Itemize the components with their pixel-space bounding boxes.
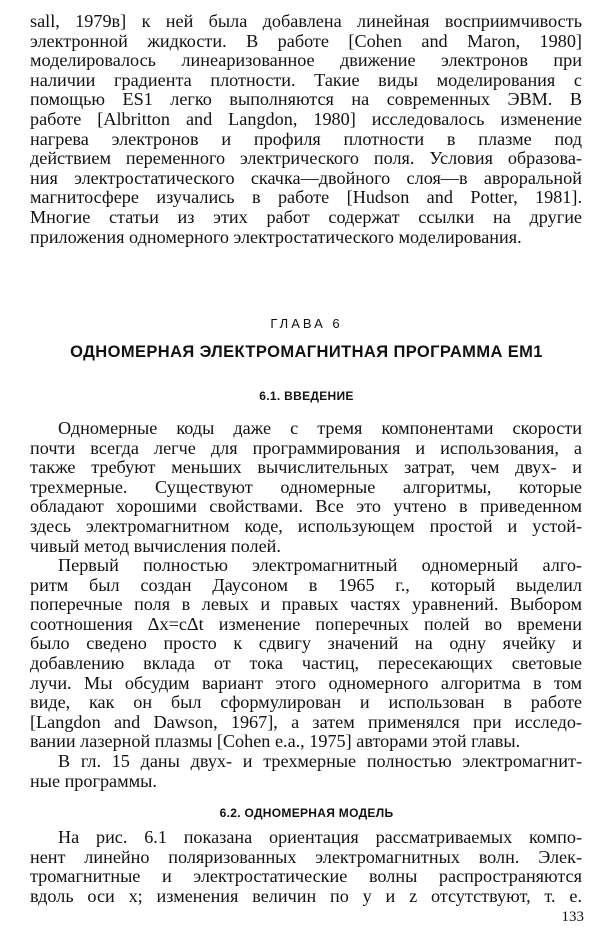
text-line: Одномерные коды даже с тремя компонентами скорости — [58, 419, 582, 438]
text-line: моделировалось линеаризованное движение электронов при — [30, 51, 582, 71]
text-line: почти всегда легче для программирования и использования, а — [30, 438, 582, 458]
section-2-paragraph-1 — [30, 828, 582, 906]
text-line: электронной жидкости. В работе [Cohen and Maron, 1980] — [30, 31, 582, 51]
text-line: помощью ES1 легко выполняются на современных ЭВМ. В — [30, 90, 582, 110]
page-number: 133 — [561, 909, 584, 925]
text-line: ритм был создан Даусоном в 1965 г., который выделил — [30, 575, 582, 595]
section-1-paragraph-1 — [30, 419, 582, 556]
text-line: работе [Albritton and Langdon, 1980] исследовалось изменение — [30, 109, 582, 129]
text-line: действием переменного электрического поля. Условия образова- — [30, 149, 582, 169]
section-heading-introduction: 6.1. ВВЕДЕНИЕ — [259, 389, 354, 403]
text-line: вании лазерной плазмы [Cohen e.a., 1975] авторами этой главы. — [30, 732, 521, 752]
text-line: В гл. 15 даны двух- и трехмерные полностью электромагнит- — [58, 752, 582, 771]
text-line: нагрева электронов и профиля плотности в плазме под — [30, 129, 582, 149]
text-line: sall, 1979в] к ней была добавлена линейная восприимчивость — [30, 12, 582, 31]
text-line: обладают хорошими свойствами. Все это учтено в приведенном — [30, 497, 582, 517]
chapter-title: ОДНОМЕРНАЯ ЭЛЕКТРОМАГНИТНАЯ ПРОГРАММА EM1 — [70, 343, 543, 361]
text-line: виде, как он был сформулирован и использован в работе — [30, 693, 582, 713]
text-line: поперечные поля в левых и правых частях уравнений. Выбором — [30, 595, 582, 615]
text-line: тромагнитные и электростатические волны распространяются — [30, 867, 582, 887]
text-line: На рис. 6.1 показана ориентация рассматриваемых компо- — [58, 828, 582, 847]
section-1-paragraph-2 — [30, 556, 582, 752]
text-line: соотношения Δx=cΔt изменение поперечных полей во времени — [30, 614, 582, 634]
text-line: добавлению вклада от тока частиц, пересекающих световые — [30, 653, 582, 673]
text-line: нент линейно поляризованных электромагнитных волн. Элек- — [30, 847, 582, 867]
text-line: здесь электромагнитном коде, использующем простой и устой- — [30, 516, 582, 536]
text-line: Первый полностью электромагнитный одномерный алго- — [58, 556, 582, 575]
section-heading-model: 6.2. ОДНОМЕРНАЯ МОДЕЛЬ — [219, 806, 394, 820]
text-line: наличии градиента плотности. Такие виды моделирования с — [30, 70, 582, 90]
text-line: было сведено просто к сдвигу значений на одну ячейку и — [30, 634, 582, 654]
text-line: лучи. Мы обсудим вариант этого одномерного алгоритма в том — [30, 673, 582, 693]
text-line: [Langdon and Dawson, 1967], а затем применялся при исследо- — [30, 712, 582, 732]
text-line: ные программы. — [30, 771, 157, 791]
text-line: трехмерные. Существуют одномерные алгоритмы, которые — [30, 477, 582, 497]
text-line: Многие статьи из этих работ содержат ссылки на другие — [30, 207, 582, 227]
section-1-paragraph-3 — [30, 752, 582, 791]
text-line: магнитосфере изучались в работе [Hudson and Potter, 1981]. — [30, 188, 582, 208]
chapter-label: ГЛАВА 6 — [270, 316, 343, 331]
text-line: чивый метод вычисления полей. — [30, 536, 281, 556]
text-line: приложения одномерного электростатического моделирования. — [30, 227, 522, 247]
top-paragraph — [30, 12, 582, 247]
text-line: вдоль оси x; изменения величин по y и z отсутствуют, т. е. — [30, 886, 582, 906]
text-line: ния электростатического скачка—двойного слоя—в авроральной — [30, 168, 582, 188]
text-line: также требуют меньших вычислительных затрат, чем двух- и — [30, 458, 582, 478]
